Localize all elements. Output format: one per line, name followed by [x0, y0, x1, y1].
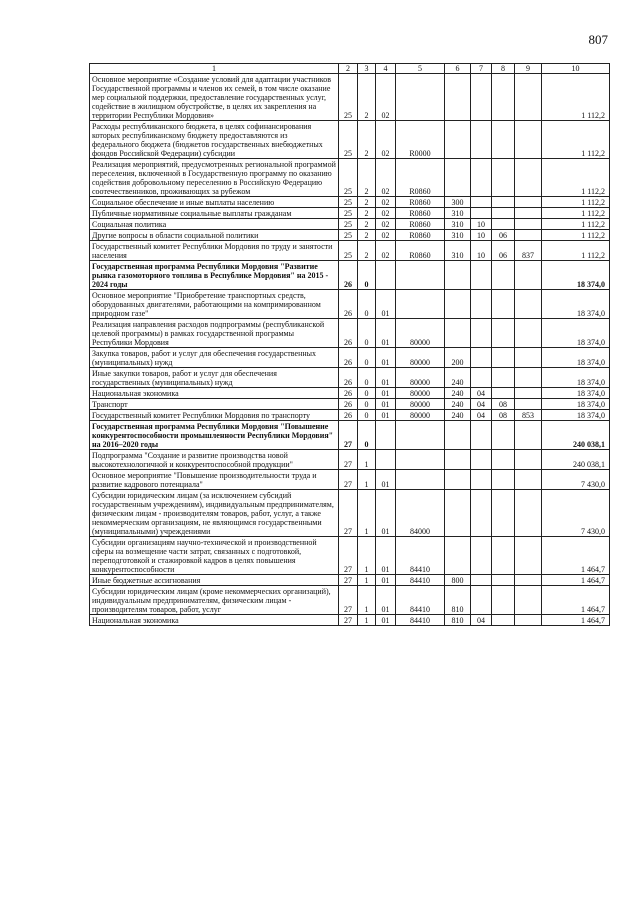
cell-col-5: R0860	[396, 208, 445, 219]
cell-col-3: 2	[358, 241, 376, 261]
cell-col-2: 25	[339, 208, 358, 219]
row-amount: 1 112,2	[542, 230, 610, 241]
cell-col-2: 25	[339, 219, 358, 230]
cell-col-9	[515, 121, 542, 159]
cell-col-8: 06	[492, 241, 515, 261]
row-description: Реализация мероприятий, предусмотренных региональной программой переселения, включенной в Государственную программу по оказанию содействия добровольному переселению в Российскую Федерацию соотечественников, проживающих за рубежом	[90, 159, 339, 197]
cell-col-4: 02	[376, 241, 396, 261]
cell-col-4: 02	[376, 208, 396, 219]
budget-table-container	[89, 63, 610, 626]
row-amount: 1 464,7	[542, 586, 610, 615]
column-header-7: 7	[471, 64, 492, 74]
column-header-6: 6	[445, 64, 471, 74]
cell-col-9	[515, 399, 542, 410]
cell-col-6: 810	[445, 615, 471, 626]
cell-col-9	[515, 348, 542, 368]
row-description: Иные бюджетные ассигнования	[90, 575, 339, 586]
cell-col-2: 26	[339, 261, 358, 290]
cell-col-7	[471, 319, 492, 348]
cell-col-7	[471, 537, 492, 575]
cell-col-4: 01	[376, 586, 396, 615]
cell-col-2: 27	[339, 450, 358, 470]
cell-col-3: 1	[358, 490, 376, 537]
cell-col-3: 2	[358, 197, 376, 208]
cell-col-9	[515, 368, 542, 388]
cell-col-7	[471, 575, 492, 586]
cell-col-4: 01	[376, 388, 396, 399]
row-amount: 18 374,0	[542, 319, 610, 348]
cell-col-7	[471, 348, 492, 368]
cell-col-3: 0	[358, 319, 376, 348]
cell-col-5	[396, 290, 445, 319]
table-row	[90, 74, 610, 121]
table-row	[90, 261, 610, 290]
row-description: Основное мероприятие "Приобретение транспортных средств, оборудованных двигателями, работающими на компримированном природном газе"	[90, 290, 339, 319]
cell-col-6: 200	[445, 348, 471, 368]
cell-col-9	[515, 586, 542, 615]
row-amount: 1 112,2	[542, 208, 610, 219]
cell-col-5	[396, 470, 445, 490]
table-row	[90, 615, 610, 626]
row-description: Государственный комитет Республики Мордовия по транспорту	[90, 410, 339, 421]
cell-col-6: 240	[445, 399, 471, 410]
cell-col-4: 01	[376, 575, 396, 586]
cell-col-3: 1	[358, 450, 376, 470]
table-row	[90, 450, 610, 470]
column-header-3: 3	[358, 64, 376, 74]
cell-col-4	[376, 261, 396, 290]
cell-col-6	[445, 290, 471, 319]
row-amount: 18 374,0	[542, 348, 610, 368]
cell-col-5	[396, 74, 445, 121]
cell-col-7: 10	[471, 219, 492, 230]
cell-col-9	[515, 388, 542, 399]
row-amount: 18 374,0	[542, 290, 610, 319]
row-description: Подпрограмма "Создание и развитие производства новой высокотехнологичной и конкурентоспособной продукции"	[90, 450, 339, 470]
cell-col-2: 25	[339, 197, 358, 208]
cell-col-6: 810	[445, 586, 471, 615]
cell-col-7	[471, 261, 492, 290]
row-amount: 1 112,2	[542, 219, 610, 230]
cell-col-5: 80000	[396, 319, 445, 348]
cell-col-3: 1	[358, 615, 376, 626]
cell-col-8	[492, 348, 515, 368]
row-amount: 1 112,2	[542, 121, 610, 159]
table-row	[90, 399, 610, 410]
column-header-5: 5	[396, 64, 445, 74]
cell-col-3: 2	[358, 121, 376, 159]
cell-col-8: 08	[492, 410, 515, 421]
cell-col-2: 26	[339, 388, 358, 399]
cell-col-4: 02	[376, 230, 396, 241]
cell-col-3: 1	[358, 586, 376, 615]
row-amount: 1 112,2	[542, 74, 610, 121]
row-description: Социальная политика	[90, 219, 339, 230]
row-description: Реализация направления расходов подпрограммы (республиканской целевой программы) в рамках государственной программы Республики Мордовия	[90, 319, 339, 348]
row-description: Другие вопросы в области социальной политики	[90, 230, 339, 241]
cell-col-5: 84410	[396, 575, 445, 586]
cell-col-7	[471, 450, 492, 470]
cell-col-8	[492, 586, 515, 615]
table-row	[90, 388, 610, 399]
cell-col-4: 02	[376, 74, 396, 121]
cell-col-5: R0860	[396, 230, 445, 241]
cell-col-2: 26	[339, 410, 358, 421]
cell-col-6: 310	[445, 219, 471, 230]
cell-col-4: 01	[376, 319, 396, 348]
cell-col-5	[396, 421, 445, 450]
cell-col-6	[445, 74, 471, 121]
row-amount: 18 374,0	[542, 388, 610, 399]
cell-col-3: 2	[358, 219, 376, 230]
table-row	[90, 159, 610, 197]
cell-col-9	[515, 219, 542, 230]
header-row	[90, 64, 610, 74]
cell-col-7: 04	[471, 615, 492, 626]
cell-col-9	[515, 615, 542, 626]
cell-col-7: 10	[471, 241, 492, 261]
row-amount: 18 374,0	[542, 368, 610, 388]
table-row	[90, 410, 610, 421]
cell-col-8	[492, 159, 515, 197]
cell-col-9	[515, 537, 542, 575]
cell-col-3: 1	[358, 575, 376, 586]
cell-col-7	[471, 159, 492, 197]
cell-col-5: 80000	[396, 410, 445, 421]
cell-col-8	[492, 615, 515, 626]
cell-col-7: 04	[471, 388, 492, 399]
cell-col-7	[471, 197, 492, 208]
budget-table	[89, 63, 610, 626]
cell-col-2: 27	[339, 490, 358, 537]
column-header-10: 10	[542, 64, 610, 74]
cell-col-6: 240	[445, 368, 471, 388]
row-description: Закупка товаров, работ и услуг для обеспечения государственных (муниципальных) нужд	[90, 348, 339, 368]
cell-col-3: 0	[358, 388, 376, 399]
cell-col-8	[492, 261, 515, 290]
cell-col-2: 27	[339, 586, 358, 615]
row-amount: 240 038,1	[542, 421, 610, 450]
cell-col-9	[515, 261, 542, 290]
cell-col-3: 2	[358, 74, 376, 121]
cell-col-6: 310	[445, 230, 471, 241]
cell-col-7	[471, 290, 492, 319]
cell-col-3: 2	[358, 208, 376, 219]
cell-col-7: 04	[471, 399, 492, 410]
row-description: Расходы республиканского бюджета, в целях софинансирования которых республиканскому бюджету предоставляются из федерального бюджета (бюджетов государственных внебюджетных фондов Российской Федерации) субсидии	[90, 121, 339, 159]
cell-col-9	[515, 450, 542, 470]
cell-col-3: 1	[358, 537, 376, 575]
cell-col-7	[471, 368, 492, 388]
cell-col-8	[492, 121, 515, 159]
table-row	[90, 575, 610, 586]
cell-col-5: R0860	[396, 197, 445, 208]
cell-col-8	[492, 388, 515, 399]
cell-col-6	[445, 121, 471, 159]
cell-col-8	[492, 219, 515, 230]
cell-col-9	[515, 319, 542, 348]
table-row	[90, 241, 610, 261]
cell-col-4: 01	[376, 348, 396, 368]
row-amount: 18 374,0	[542, 399, 610, 410]
cell-col-2: 26	[339, 399, 358, 410]
cell-col-7	[471, 490, 492, 537]
row-description: Государственная программа Республики Мордовия "Повышение конкурентоспособности промышленности Республики Мордовия" на 2016–2020 годы	[90, 421, 339, 450]
row-amount: 7 430,0	[542, 490, 610, 537]
row-description: Основное мероприятие «Создание условий для адаптации участников Государственной программы и членов их семей, в том числе оказание мер социальной поддержки, предоставление государственных услуг, содействие в жилищном обустройстве, в целях их закрепления на территории Республики Мордовия»	[90, 74, 339, 121]
column-header-8: 8	[492, 64, 515, 74]
row-amount: 1 112,2	[542, 159, 610, 197]
cell-col-2: 25	[339, 230, 358, 241]
cell-col-2: 27	[339, 615, 358, 626]
table-row	[90, 208, 610, 219]
cell-col-6: 310	[445, 241, 471, 261]
cell-col-8	[492, 421, 515, 450]
cell-col-3: 0	[358, 348, 376, 368]
cell-col-9	[515, 74, 542, 121]
row-description: Национальная экономика	[90, 388, 339, 399]
cell-col-6	[445, 470, 471, 490]
table-row	[90, 348, 610, 368]
cell-col-2: 27	[339, 421, 358, 450]
cell-col-4: 01	[376, 615, 396, 626]
cell-col-9	[515, 421, 542, 450]
row-description: Государственный комитет Республики Мордовия по труду и занятости населения	[90, 241, 339, 261]
cell-col-3: 0	[358, 421, 376, 450]
row-amount: 18 374,0	[542, 410, 610, 421]
cell-col-5	[396, 261, 445, 290]
cell-col-6	[445, 319, 471, 348]
row-description: Основное мероприятие "Повышение производительности труда и развитие кадрового потенциала"	[90, 470, 339, 490]
cell-col-8	[492, 74, 515, 121]
cell-col-8	[492, 537, 515, 575]
cell-col-3: 2	[358, 159, 376, 197]
cell-col-9	[515, 470, 542, 490]
cell-col-9	[515, 490, 542, 537]
cell-col-9	[515, 159, 542, 197]
cell-col-3: 0	[358, 399, 376, 410]
cell-col-9	[515, 208, 542, 219]
cell-col-4: 02	[376, 219, 396, 230]
row-description: Социальное обеспечение и иные выплаты населению	[90, 197, 339, 208]
cell-col-2: 26	[339, 319, 358, 348]
table-row	[90, 537, 610, 575]
cell-col-2: 26	[339, 348, 358, 368]
cell-col-5: 84410	[396, 586, 445, 615]
table-row	[90, 121, 610, 159]
cell-col-2: 27	[339, 575, 358, 586]
cell-col-4: 01	[376, 290, 396, 319]
table-body	[90, 64, 610, 626]
cell-col-5: 80000	[396, 368, 445, 388]
cell-col-4	[376, 421, 396, 450]
cell-col-5: 84000	[396, 490, 445, 537]
cell-col-8	[492, 368, 515, 388]
cell-col-7	[471, 74, 492, 121]
cell-col-3: 0	[358, 261, 376, 290]
cell-col-4: 01	[376, 490, 396, 537]
cell-col-6	[445, 537, 471, 575]
cell-col-5: R0860	[396, 219, 445, 230]
cell-col-7	[471, 121, 492, 159]
cell-col-9	[515, 230, 542, 241]
row-description: Субсидии организациям научно-технической и производственной сферы на возмещение части затрат, связанных с подготовкой, переподготовкой и стажировкой кадров в целях повышения конкурентоспособности	[90, 537, 339, 575]
table-row	[90, 197, 610, 208]
cell-col-8	[492, 319, 515, 348]
cell-col-2: 25	[339, 121, 358, 159]
cell-col-2: 26	[339, 290, 358, 319]
cell-col-4: 01	[376, 410, 396, 421]
row-description: Транспорт	[90, 399, 339, 410]
table-row	[90, 368, 610, 388]
cell-col-4: 01	[376, 537, 396, 575]
row-amount: 1 464,7	[542, 537, 610, 575]
cell-col-8	[492, 575, 515, 586]
row-description: Государственная программа Республики Мордовия "Развитие рынка газомоторного топлива в Республике Мордовия" на 2015 - 2024 годы	[90, 261, 339, 290]
column-header-9: 9	[515, 64, 542, 74]
row-amount: 240 038,1	[542, 450, 610, 470]
cell-col-5: 80000	[396, 399, 445, 410]
row-amount: 1 464,7	[542, 615, 610, 626]
cell-col-7: 10	[471, 230, 492, 241]
cell-col-2: 27	[339, 537, 358, 575]
cell-col-2: 25	[339, 74, 358, 121]
row-description: Субсидии юридическим лицам (кроме некоммерческих организаций), индивидуальным предпринимателям, физическим лицам - производителям товаров, работ, услуг	[90, 586, 339, 615]
table-row	[90, 230, 610, 241]
table-row	[90, 421, 610, 450]
cell-col-8	[492, 290, 515, 319]
cell-col-8	[492, 450, 515, 470]
cell-col-6	[445, 421, 471, 450]
cell-col-5: R0000	[396, 121, 445, 159]
cell-col-5: 84410	[396, 615, 445, 626]
cell-col-6: 240	[445, 410, 471, 421]
table-row	[90, 290, 610, 319]
cell-col-5: 84410	[396, 537, 445, 575]
cell-col-9	[515, 290, 542, 319]
table-row	[90, 219, 610, 230]
table-row	[90, 470, 610, 490]
cell-col-3: 0	[358, 410, 376, 421]
column-header-1: 1	[90, 64, 339, 74]
row-amount: 18 374,0	[542, 261, 610, 290]
row-amount: 1 112,2	[542, 197, 610, 208]
cell-col-3: 2	[358, 230, 376, 241]
cell-col-7	[471, 208, 492, 219]
cell-col-6	[445, 450, 471, 470]
row-description: Публичные нормативные социальные выплаты гражданам	[90, 208, 339, 219]
cell-col-5: 80000	[396, 348, 445, 368]
cell-col-4: 01	[376, 368, 396, 388]
table-row	[90, 490, 610, 537]
row-description: Субсидии юридическим лицам (за исключением субсидий государственным учреждениям), индивидуальным предпринимателям, физическим лицам - производителям товаров, работ, услуг, а также некоммерческим организациям, не являющимся государственными (муниципальными) учреждениями	[90, 490, 339, 537]
row-amount: 1 112,2	[542, 241, 610, 261]
column-header-2: 2	[339, 64, 358, 74]
cell-col-6: 310	[445, 208, 471, 219]
cell-col-7	[471, 586, 492, 615]
table-row	[90, 319, 610, 348]
row-amount: 1 464,7	[542, 575, 610, 586]
cell-col-3: 0	[358, 368, 376, 388]
cell-col-8	[492, 490, 515, 537]
cell-col-6	[445, 490, 471, 537]
cell-col-5: 80000	[396, 388, 445, 399]
page-number: 807	[588, 32, 608, 47]
cell-col-6: 300	[445, 197, 471, 208]
cell-col-8: 06	[492, 230, 515, 241]
cell-col-4	[376, 450, 396, 470]
column-header-4: 4	[376, 64, 396, 74]
row-description: Иные закупки товаров, работ и услуг для обеспечения государственных (муниципальных) нужд	[90, 368, 339, 388]
table-row	[90, 586, 610, 615]
cell-col-5: R0860	[396, 159, 445, 197]
cell-col-9: 837	[515, 241, 542, 261]
cell-col-2: 25	[339, 241, 358, 261]
row-description: Национальная экономика	[90, 615, 339, 626]
cell-col-8	[492, 197, 515, 208]
cell-col-2: 25	[339, 159, 358, 197]
row-amount: 7 430,0	[542, 470, 610, 490]
cell-col-7: 04	[471, 410, 492, 421]
cell-col-8	[492, 470, 515, 490]
cell-col-4: 02	[376, 159, 396, 197]
cell-col-6: 800	[445, 575, 471, 586]
cell-col-9	[515, 197, 542, 208]
cell-col-4: 02	[376, 121, 396, 159]
cell-col-5: R0860	[396, 241, 445, 261]
cell-col-2: 27	[339, 470, 358, 490]
cell-col-4: 01	[376, 399, 396, 410]
cell-col-4: 01	[376, 470, 396, 490]
cell-col-6	[445, 159, 471, 197]
cell-col-5	[396, 450, 445, 470]
cell-col-9: 853	[515, 410, 542, 421]
cell-col-7	[471, 470, 492, 490]
cell-col-2: 26	[339, 368, 358, 388]
cell-col-6: 240	[445, 388, 471, 399]
cell-col-6	[445, 261, 471, 290]
cell-col-7	[471, 421, 492, 450]
cell-col-9	[515, 575, 542, 586]
cell-col-8	[492, 208, 515, 219]
cell-col-3: 1	[358, 470, 376, 490]
cell-col-3: 0	[358, 290, 376, 319]
cell-col-4: 02	[376, 197, 396, 208]
cell-col-8: 08	[492, 399, 515, 410]
